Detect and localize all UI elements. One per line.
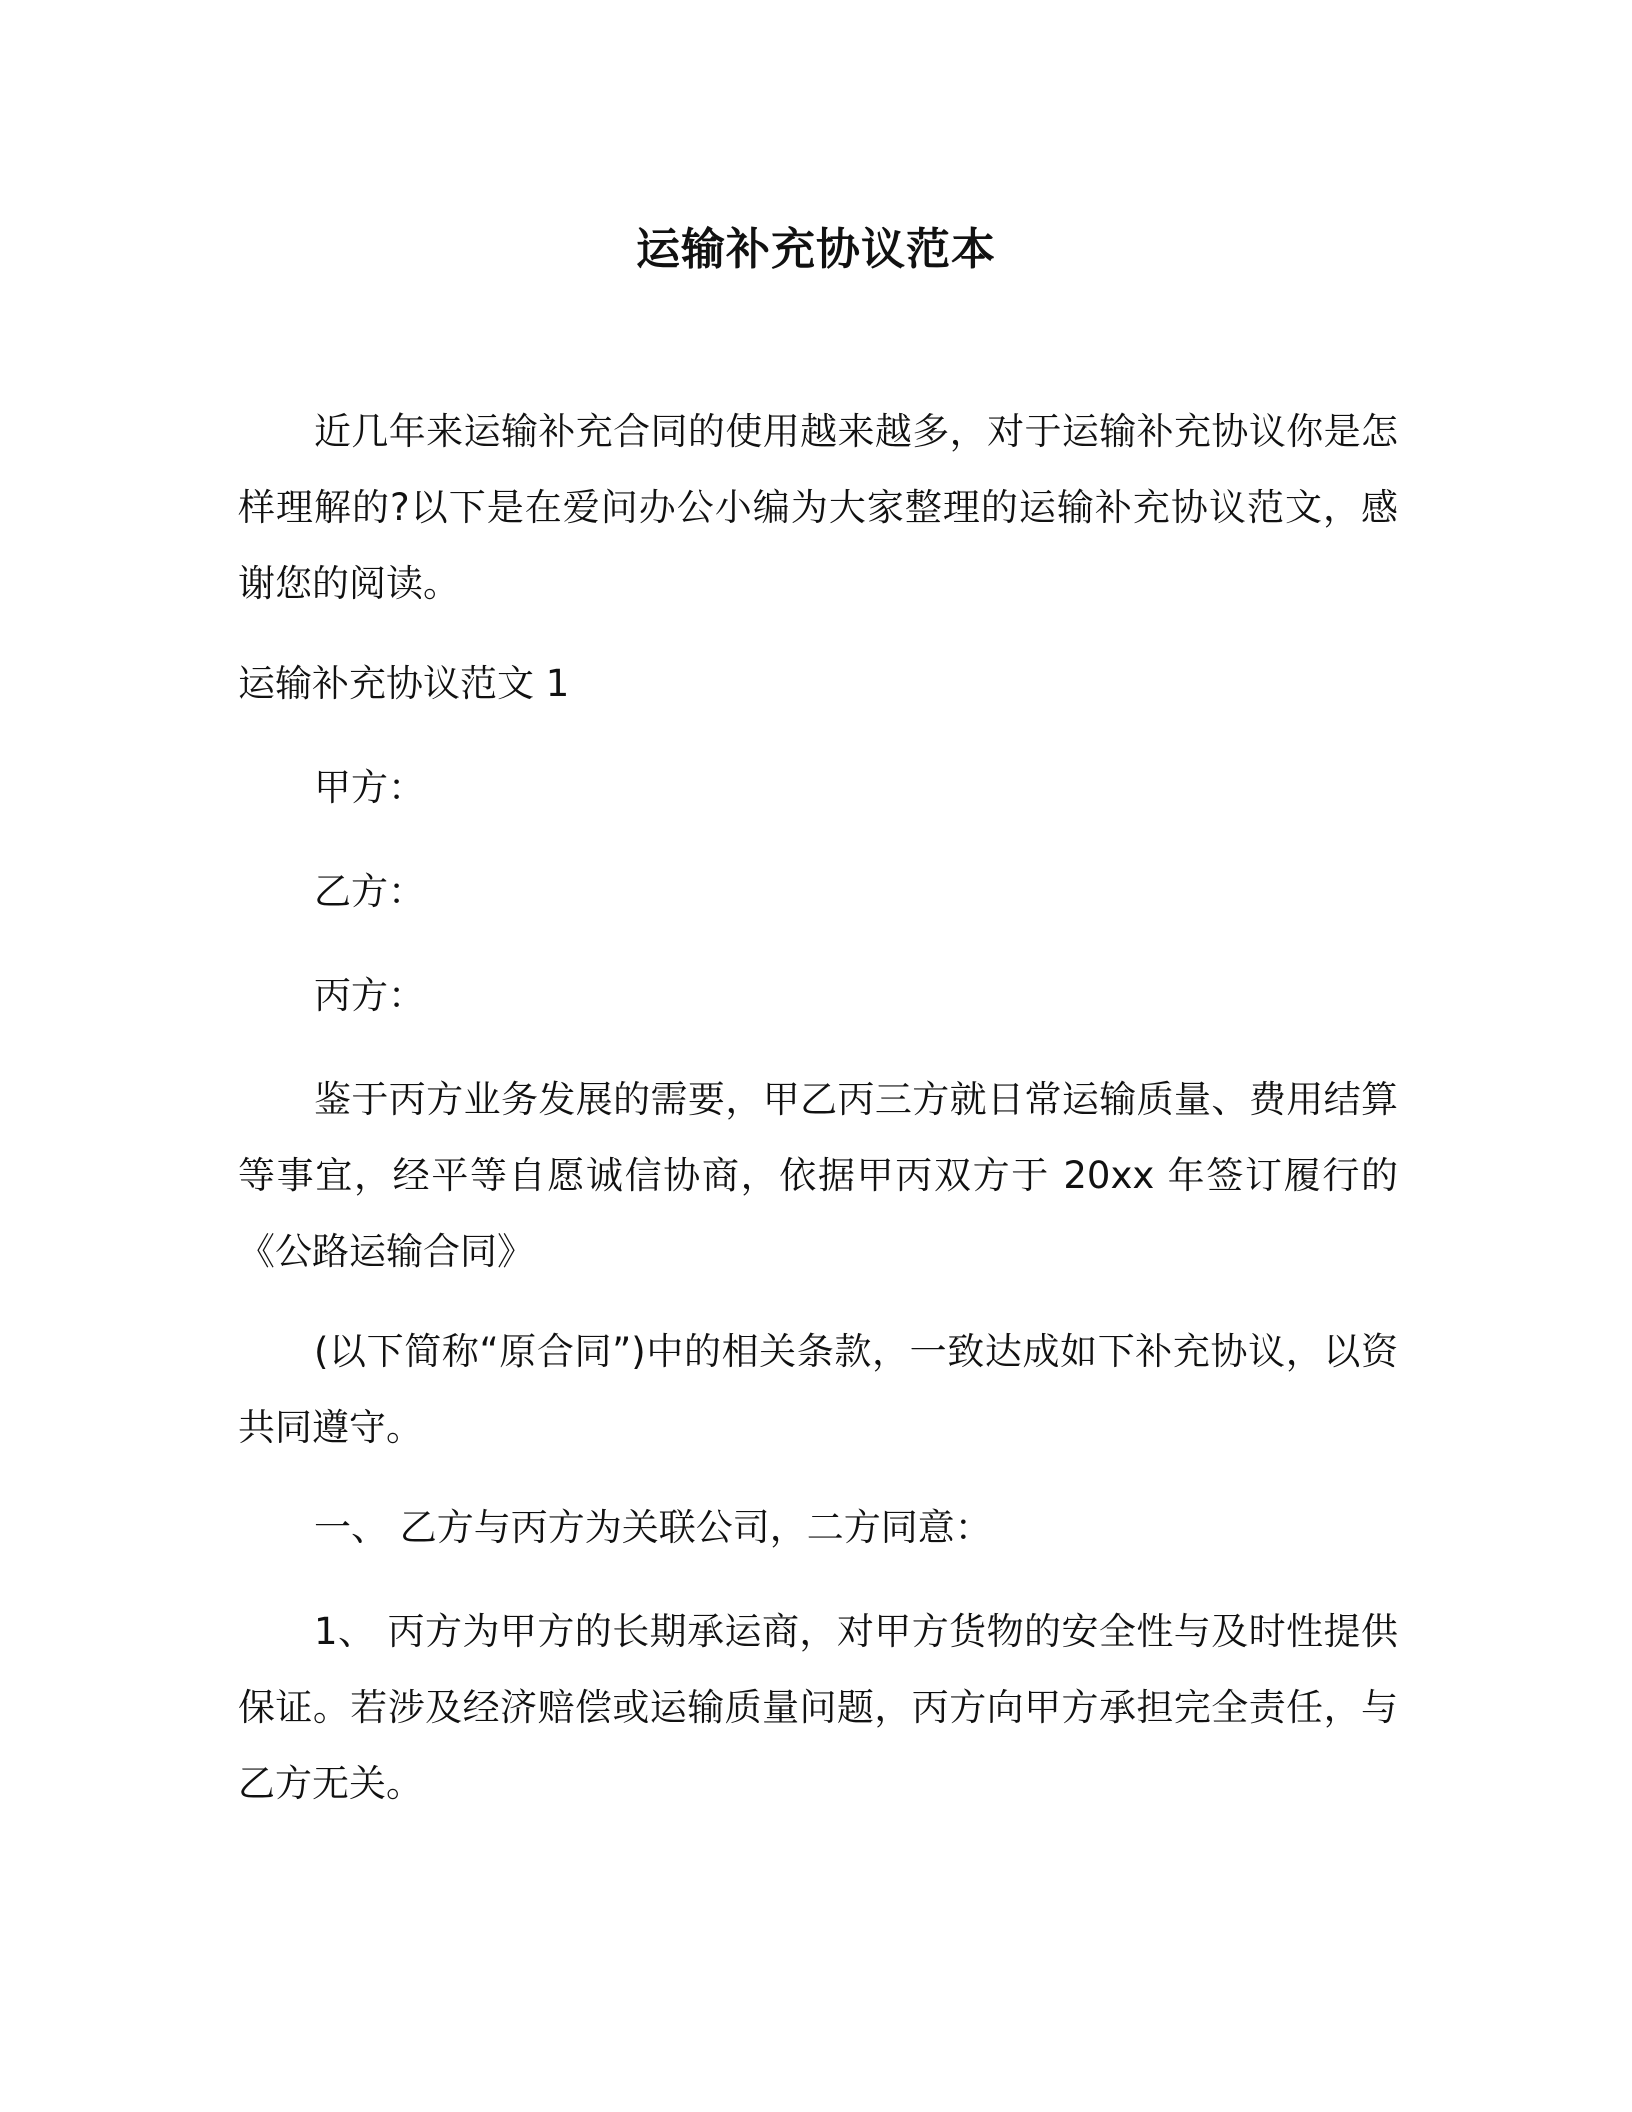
party-b-label: 乙方： [314, 870, 425, 913]
recital-paragraph-1: 鉴于丙方业务发展的需要，甲乙丙三方就日常运输质量、费用结算等事宜，经平等自愿诚信协商，依据甲丙双方于 20xx 年签订履行的《公路运输合同》 [238, 1078, 1398, 1273]
clause-1-item-1: 1、 丙方为甲方的长期承运商，对甲方货物的安全性与及时性提供保证。若涉及经济赔偿或运输质量问题，丙方向甲方承担完全责任，与乙方无关。 [238, 1610, 1398, 1805]
party-c-label: 丙方： [314, 974, 425, 1017]
document-title: 运输补充协议范本 [636, 224, 996, 275]
clause-1-heading: 一、 乙方与丙方为关联公司，二方同意： [314, 1506, 992, 1549]
section-heading: 运输补充协议范文 1 [238, 662, 570, 705]
party-a-label: 甲方： [314, 766, 425, 809]
recital-paragraph-2: (以下简称“原合同”)中的相关条款，一致达成如下补充协议，以资共同遵守。 [238, 1330, 1398, 1449]
intro-paragraph: 近几年来运输补充合同的使用越来越多，对于运输补充协议你是怎样理解的?以下是在爱问办公小编为大家整理的运输补充协议范文，感谢您的阅读。 [238, 410, 1398, 605]
